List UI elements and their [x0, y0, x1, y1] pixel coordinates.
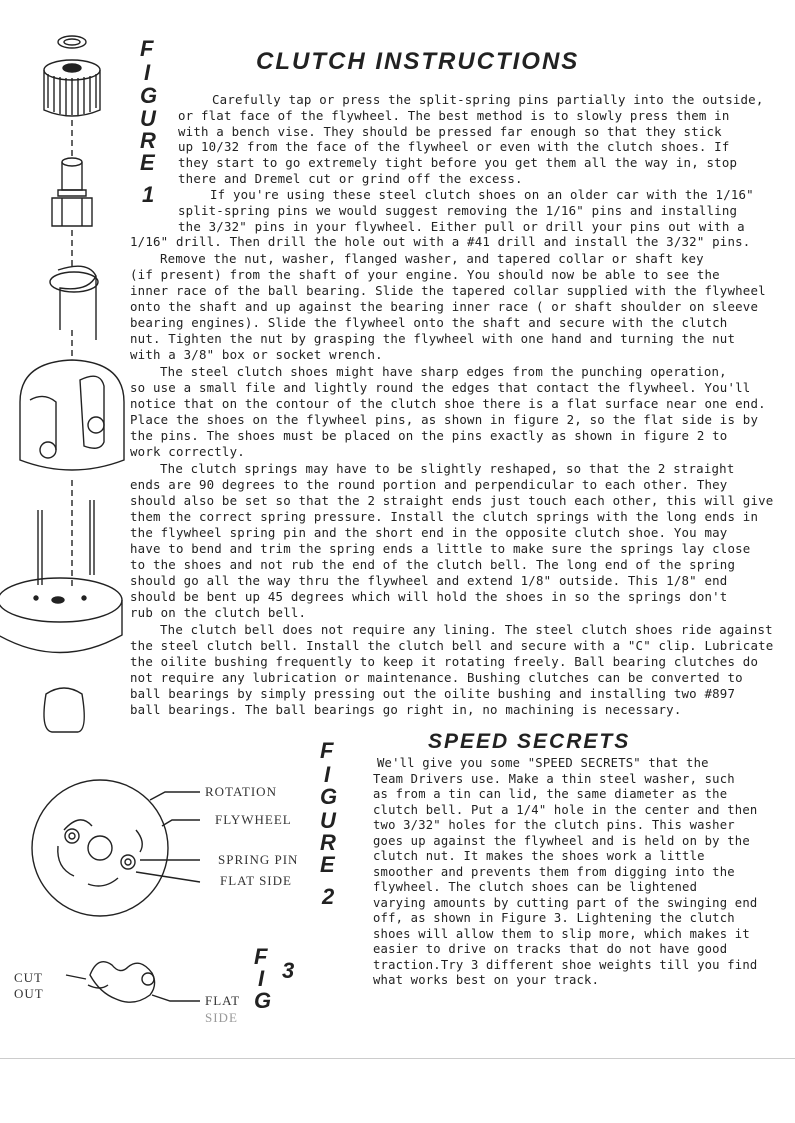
speed-text-line: clutch bell. Put a 1/4" hole in the center and then	[373, 802, 758, 817]
speed-text-line: smoother and prevents them from digging into the	[373, 864, 735, 879]
clutch-text-line: with a 3/8" box or socket wrench.	[130, 347, 383, 362]
figure-1-letter: 1	[142, 182, 155, 207]
speed-text-line: traction.Try 3 different shoe weights till you find	[373, 957, 758, 972]
clutch-text-line: notice that on the contour of the clutch shoe there is a flat surface near one end.	[130, 396, 766, 411]
clutch-text-line: not require any lubrication or maintenance. Bushing clutches can be converted to	[130, 670, 743, 685]
clutch-text-line: bearing engines). Slide the flywheel onto the shaft and secure with the clutch	[130, 315, 728, 330]
figure-2-flywheel-drawing	[0, 768, 200, 918]
figure-2-letter: R	[320, 830, 336, 855]
figure-3-number: 3	[282, 958, 295, 983]
speed-text-line: as from a tin can lid, the same diameter as the	[373, 787, 728, 801]
clutch-text-line: rub on the clutch bell.	[130, 605, 307, 620]
clutch-text-line: so use a small file and lightly round the edges that contact the flywheel. You'll	[130, 380, 751, 395]
figure-3-letter: G	[254, 988, 272, 1013]
clutch-text-line: there and Dremel cut or grind off the excess.	[178, 171, 523, 186]
speed-text-line: goes up against the flywheel and is held on by the	[373, 833, 750, 848]
clutch-text-line: them the correct spring pressure. Install the clutch springs with the long ends in	[130, 509, 759, 524]
figure-2-letter: U	[320, 808, 336, 833]
clutch-text-line: with a bench vise. They should be pressed far enough so that they stick	[178, 124, 722, 139]
figure-1-letter: R	[140, 128, 156, 153]
clutch-text-line: onto the shaft and up against the bearing inner race ( or shaft shoulder on sleeve	[130, 299, 759, 314]
clutch-text-line: The clutch springs may have to be slightly reshaped, so that the 2 straight	[160, 461, 735, 476]
speed-secrets-title: SPEED SECRETS	[428, 730, 631, 753]
speed-text-line: what works best on your track.	[373, 973, 600, 987]
flat-label: FLAT	[205, 993, 241, 1008]
clutch-text-line: Carefully tap or press the split-spring pins partially into the outside,	[212, 92, 764, 107]
clutch-text-line: inner race of the ball bearing. Slide the tapered collar supplied with the flywheel	[130, 283, 766, 298]
page-footer-rule	[0, 1058, 795, 1059]
speed-text-line: shoes will allow them to slip more, which makes it	[373, 926, 750, 941]
clutch-text-line: ends are 90 degrees to the round portion and perpendicular to each other. They	[130, 477, 728, 492]
figure-1-letter: G	[140, 83, 158, 108]
clutch-text-line: split-spring pins we would suggest removing the 1/16" pins and installing	[178, 203, 738, 218]
clutch-text-line: should be bent up 45 degrees which will hold the shoes in so the springs don't	[130, 589, 728, 604]
speed-text-line: We'll give you some "SPEED SECRETS" that the	[377, 756, 709, 770]
clutch-text-line: (if present) from the shaft of your engine. You should now be able to see the	[130, 267, 720, 282]
figure-2-letter: 2	[322, 884, 335, 909]
clutch-text-line: have to bend and trim the spring ends a little to make sure the springs lay close	[130, 541, 751, 556]
clutch-text-line: ball bearings. The ball bearings go right in, no machining is necessary.	[130, 702, 682, 717]
figure-1-exploded-clutch-drawing	[0, 30, 140, 730]
clutch-text-line: 1/16" drill. Then drill the hole out with a #41 drill and install the 3/32" pins.	[130, 234, 751, 249]
figure-1-letter: I	[144, 60, 151, 85]
clutch-text-line: the 3/32" pins in your flywheel. Either pull or drill your pins out with a	[178, 219, 745, 234]
figure-3-letter: F	[254, 944, 268, 969]
figure-3-letter: I	[258, 966, 265, 991]
figure-1-letter: E	[140, 150, 155, 175]
speed-text-line: off, as shown in Figure 3. Lightening the clutch	[373, 911, 735, 925]
figure-1-letter: U	[140, 106, 156, 131]
clutch-text-line: Remove the nut, washer, flanged washer, and tapered collar or shaft key	[160, 251, 704, 266]
figure-2-letter: G	[320, 784, 338, 809]
clutch-text-line: ball bearings by simply pressing out the oilite bushing and installing two #897	[130, 686, 736, 701]
speed-text-line: varying amounts by cutting part of the swinging end	[373, 895, 758, 910]
cut-label: CUT	[14, 970, 43, 985]
clutch-text-line: should go all the way thru the flywheel and extend 1/8" outside. This 1/8" end	[130, 573, 728, 588]
spring-pin-label: SPRING PIN	[218, 852, 299, 867]
clutch-text-line: should also be set so that the 2 straight ends just touch each other, this will give	[130, 493, 774, 508]
speed-text-line: flywheel. The clutch shoes can be lightened	[373, 880, 698, 894]
speed-text-line: Team Drivers use. Make a thin steel washer, such	[373, 771, 735, 786]
clutch-text-line: If you're using these steel clutch shoes on an older car with the 1/16"	[210, 187, 754, 202]
clutch-text-line: they start to go extremely tight before you get them all the way in, stop	[178, 155, 738, 170]
flat-side-label: FLAT SIDE	[220, 873, 292, 888]
speed-text-line: two 3/32" holes for the clutch pins. This washer	[373, 818, 735, 832]
clutch-text-line: the steel clutch bell. Install the clutch bell and secure with a "C" clip. Lubricate	[130, 638, 774, 653]
clutch-text-line: the pins. The shoes must be placed on the pins exactly as shown in figure 2 to	[130, 428, 728, 443]
figure-2-letter: I	[324, 762, 331, 787]
clutch-text-line: The clutch bell does not require any lining. The steel clutch shoes ride against	[160, 622, 773, 637]
clutch-text-line: The steel clutch shoes might have sharp edges from the punching operation,	[160, 364, 727, 379]
clutch-text-line: the oilite bushing frequently to keep it rotating freely. Ball bearing clutches do	[130, 654, 759, 669]
side-label: SIDE	[205, 1010, 238, 1025]
page-title: CLUTCH INSTRUCTIONS	[256, 48, 580, 75]
clutch-text-line: or flat face of the flywheel. The best method is to slowly press them in	[178, 108, 730, 123]
figure-2-letter: E	[320, 852, 335, 877]
clutch-text-line: the flywheel spring pin and the short end in the opposite clutch shoe. You may	[130, 525, 728, 540]
rotation-label: ROTATION	[205, 784, 277, 799]
flywheel-label: FLYWHEEL	[215, 812, 292, 827]
figure-3-shoe-drawing	[60, 945, 210, 1025]
clutch-text-line: to the shoes and not rub the end of the clutch bell. The long end of the spring	[130, 557, 736, 572]
clutch-text-line: nut. Tighten the nut by grasping the flywheel with one hand and turning the nut	[130, 331, 736, 346]
clutch-text-line: work correctly.	[130, 444, 245, 459]
speed-text-line: clutch nut. It makes the shoes work a little	[373, 849, 705, 863]
clutch-text-line: up 10/32 from the face of the flywheel or even with the clutch shoes. If	[178, 139, 730, 154]
figure-1-letter: F	[140, 36, 154, 61]
speed-text-line: easier to drive on tracks that do not have good	[373, 942, 728, 956]
clutch-text-line: Place the shoes on the flywheel pins, as shown in figure 2, so the flat side is by	[130, 412, 759, 427]
figure-2-letter: F	[320, 738, 334, 763]
out-label: OUT	[14, 986, 44, 1001]
